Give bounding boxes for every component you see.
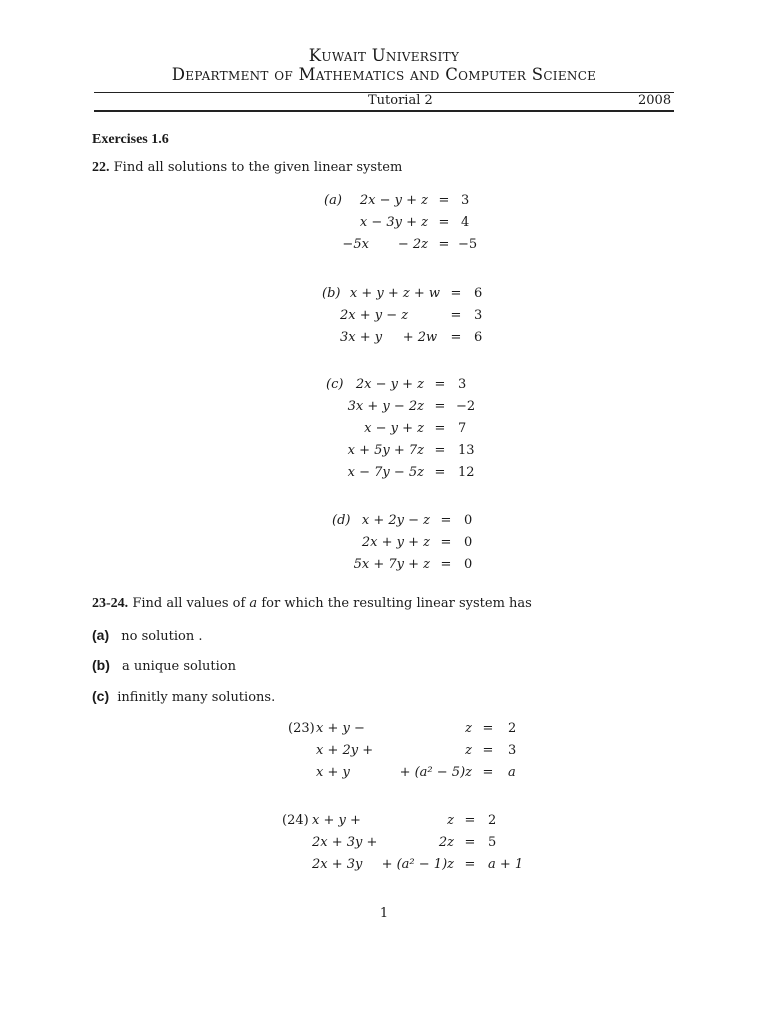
equation-lhs: x + y + z + w [349,286,440,301]
equation-part-1: x + 2y + [316,743,374,758]
equation-lhs: 2x + y − z [340,308,446,323]
equation-part-2: + (a² − 1)z [381,857,454,872]
equation-part-1: x + y [316,765,350,780]
equation-lhs: 5x + 7y + z [353,557,430,572]
year-label: 2008 [638,93,672,108]
problem-2324-text-after: for which the resulting linear system has [261,596,532,611]
problem-22-statement [92,160,402,176]
equation-rhs: 7 [458,421,467,436]
equation-rhs: 3 [458,377,467,392]
equation-lhs: x − y + z [364,421,424,436]
equation-part-2: z [465,743,472,758]
problem-2324-statement [92,596,532,612]
equation-rhs: 5 [488,835,497,850]
option-label: (b) [92,657,110,673]
equation-rhs: 3 [508,743,517,758]
equation-part-2: 2z [438,835,454,850]
system-label: (23) [288,721,315,736]
option-text: no solution . [121,629,203,644]
equation-lhs: x − 7y − 5z [347,465,424,480]
equation-lhs: 2x − y + z [359,193,428,208]
problem-2324-var: a [249,596,258,611]
problem-22-number: 22. [92,160,110,175]
equation-part-1: x + y + [312,813,361,828]
system-label: (24) [282,813,309,828]
option-c [92,688,275,705]
system-label: (a) [324,193,342,208]
equation-rhs: 3 [474,308,483,323]
department-name: Department of Mathematics and Computer Science [171,65,597,84]
equation-rhs: 13 [458,443,475,458]
university-name: Kuwait University [308,46,460,65]
equation-rhs: 4 [461,215,470,230]
page-number: 1 [379,906,389,921]
equation-lhs: x + 2y − z [361,513,430,528]
equation-lhs: 3x + y + 2w [340,330,438,345]
option-text: infinitly many solutions. [117,690,276,705]
equation-part-1: 2x + 3y [312,857,363,872]
equation-rhs: a [508,765,516,780]
equation-lhs: x − 3y + z [359,215,428,230]
option-b [92,657,236,674]
equation-rhs: 12 [458,465,475,480]
equation-lhs: −5x − 2z [342,237,428,252]
equation-rhs: −2 [456,399,476,414]
equation-rhs: 0 [464,513,473,528]
equation-rhs: 6 [474,330,483,345]
equation-lhs: 3x + y − 2z [347,399,424,414]
equation-rhs: 6 [474,286,483,301]
problem-2324-number: 23-24. [92,596,129,611]
equation-lhs: 2x + y + z [361,535,430,550]
option-label: (c) [92,688,110,704]
equation-rhs: 2 [488,813,497,828]
equation-part-1: x + y − [316,721,365,736]
header-rule-bottom [94,110,674,112]
section-title: Exercises 1.6 [92,132,169,147]
equation-rhs: 0 [464,535,473,550]
equation-part-1: 2x + 3y + [312,835,378,850]
equation-part-2: z [447,813,454,828]
equation-rhs: −5 [458,237,478,252]
equation-rhs: 2 [508,721,517,736]
system-label: (b) [322,286,341,301]
system-label: (c) [326,377,344,392]
system-label: (d) [332,513,351,528]
problem-2324-text-before: Find all values of [132,596,246,611]
equation-lhs: x + 5y + 7z [347,443,424,458]
problem-22-text: Find all solutions to the given linear system [113,160,403,175]
equation-rhs: 0 [464,557,473,572]
equation-rhs: a + 1 [488,857,524,872]
option-label: (a) [92,627,110,643]
option-a [92,627,202,644]
equation-part-2: z [465,721,472,736]
tutorial-label: Tutorial 2 [368,93,433,108]
equation-rhs: 3 [461,193,470,208]
equation-part-2: + (a² − 5)z [399,765,472,780]
equation-lhs: 2x − y + z [355,377,424,392]
option-text: a unique solution [122,659,236,674]
